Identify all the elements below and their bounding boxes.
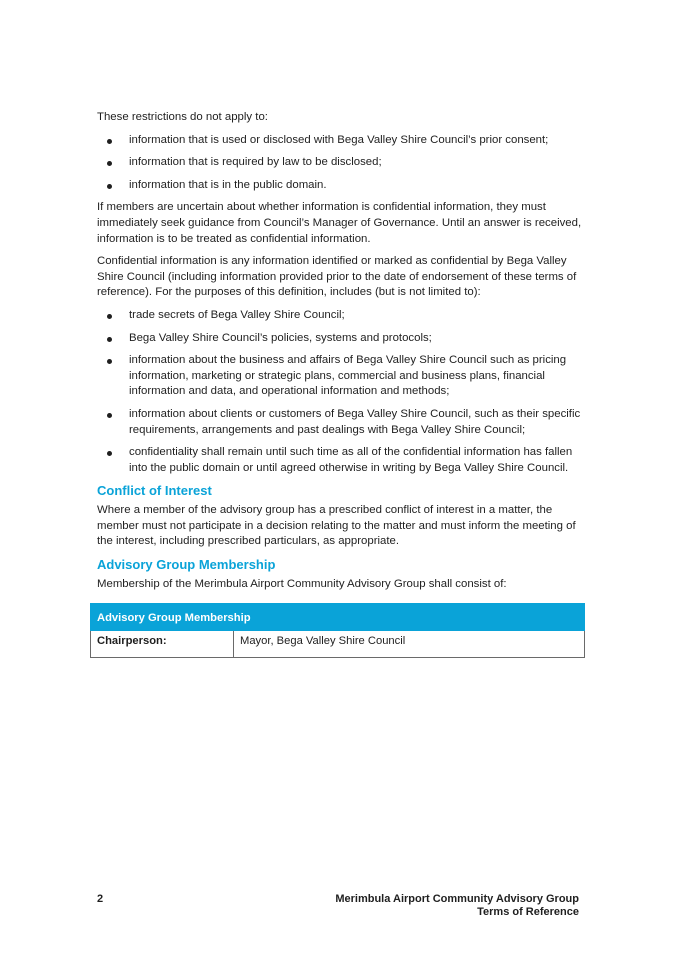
document-body xyxy=(97,110,587,658)
page-number: 2 xyxy=(97,893,104,905)
confidential-paragraph: Confidential information is any information identified or marked as confidential by Bega Valley Shire Council (including information provided prior to the date of endorsement of these terms of reference). For the purposes of this definition, includes (but is not limited to): xyxy=(97,255,577,299)
member-cell: Mayor, Bega Valley Shire Council xyxy=(234,630,585,657)
membership-paragraph: Membership of the Merimbula Airport Community Advisory Group shall consist of: xyxy=(97,578,507,591)
footer-title-line2: Terms of Reference xyxy=(477,906,579,918)
uncertain-paragraph: If members are uncertain about whether information is confidential information, they must immediately seek guidance from Council’s Manager of Governance. Until an answer is received, information is to be treated as confidential information. xyxy=(97,201,582,245)
list-item: information about the business and affairs of Bega Valley Shire Council such as pricing information, marketing or strategic plans, commercial and business plans, financial information and data, and operational information and methods; xyxy=(97,353,587,400)
list-item: information that is required by law to be disclosed; xyxy=(97,155,587,171)
list-item: information that is used or disclosed with Bega Valley Shire Council’s prior consent; xyxy=(97,133,587,149)
list-item: trade secrets of Bega Valley Shire Council; xyxy=(97,308,587,324)
table-row xyxy=(91,630,585,657)
bullet-icon xyxy=(107,337,112,342)
restrictions-list xyxy=(97,133,587,194)
bullet-icon xyxy=(107,161,112,166)
restrictions-intro: These restrictions do not apply to: xyxy=(97,111,268,123)
bullet-icon xyxy=(107,139,112,144)
list-item: information that is in the public domain. xyxy=(97,178,587,194)
conflict-paragraph: Where a member of the advisory group has a prescribed conflict of interest in a matter, the member must not participate in a decision relating to the matter and must inform the meeting of the interest, including prescribed particulars, as appropriate. xyxy=(97,504,576,548)
bullet-icon xyxy=(107,413,112,418)
list-item: information about clients or customers of Bega Valley Shire Council, such as their specific requirements, arrangements and past dealings with Bega Valley Shire Council; xyxy=(97,407,587,438)
conflict-heading: Conflict of Interest xyxy=(97,483,212,499)
table-header-row xyxy=(91,603,585,630)
footer-title xyxy=(335,893,579,919)
membership-heading: Advisory Group Membership xyxy=(97,557,276,573)
table-header: Advisory Group Membership xyxy=(91,603,585,630)
footer-title-line1: Merimbula Airport Community Advisory Group xyxy=(335,893,579,905)
list-item: confidentiality shall remain until such time as all of the confidential information has fallen into the public domain or until agreed otherwise in writing by Bega Valley Shire Council. xyxy=(97,445,587,476)
list-item: Bega Valley Shire Council’s policies, systems and protocols; xyxy=(97,331,587,347)
role-cell: Chairperson: xyxy=(91,630,234,657)
membership-table xyxy=(90,603,585,658)
confidential-list xyxy=(97,308,587,476)
bullet-icon xyxy=(107,314,112,319)
bullet-icon xyxy=(107,184,112,189)
bullet-icon xyxy=(107,451,112,456)
bullet-icon xyxy=(107,359,112,364)
